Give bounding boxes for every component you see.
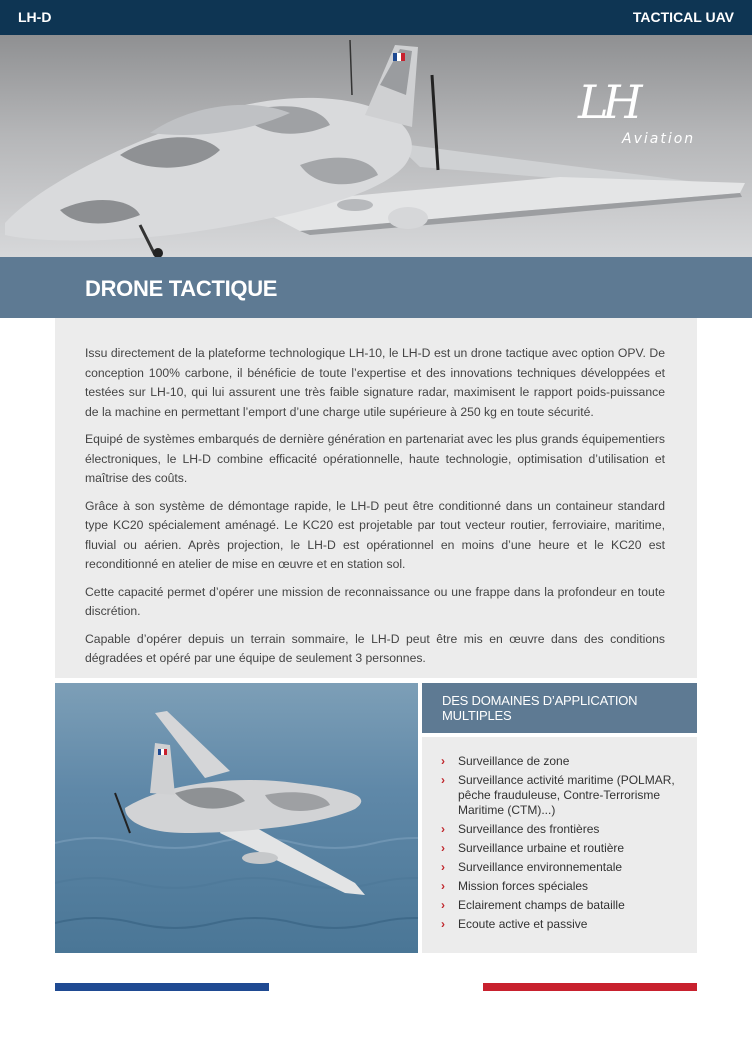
list-item-label: Mission forces spéciales	[458, 879, 589, 893]
list-item	[438, 822, 688, 837]
section-title: DRONE TACTIQUE	[85, 276, 278, 301]
list-item-label: Surveillance urbaine et routière	[458, 841, 625, 855]
list-item-label: Surveillance des frontières	[458, 822, 600, 836]
list-item	[438, 773, 688, 818]
drone-flight-illustration	[55, 683, 418, 953]
drone-over-sea-photo	[55, 683, 418, 953]
list-item	[438, 841, 688, 856]
top-header-bar	[0, 0, 752, 35]
flag-red-stripe	[483, 983, 697, 991]
list-item-label: Surveillance de zone	[458, 754, 570, 768]
list-item-label: Eclairement champs de bataille	[458, 898, 625, 912]
list-item	[438, 898, 688, 913]
list-item-label: Ecoute active et passive	[458, 917, 588, 931]
intro-paragraph: Issu directement de la plateforme technologique LH-10, le LH-D est un drone tactique avec option OPV. De conception 100% carbone, il bénéficie de toute l’expertise et des innovations techniques développées et testées sur LH-10, qui lui assurent une très faible signature radar, maximisent le rapport poids-puissance de la machine en permettant l’emport d’une charge utile supérieure à 250 kg en toute sécurité.	[85, 346, 665, 419]
flag-blue-stripe	[55, 983, 269, 991]
intro-panel	[55, 318, 697, 678]
chevron-right-icon: ›	[441, 841, 445, 855]
intro-paragraph: Equipé de systèmes embarqués de dernière génération en partenariat avec les plus grands équipementiers électroniques, le LH-D combine efficacité opérationnelle, haute technologie, optimisation d’utilisation et maîtrise des coûts.	[85, 432, 665, 485]
logo-mark: LH	[578, 75, 637, 129]
logo-text: Aviation	[622, 131, 696, 147]
lh-aviation-logo	[578, 75, 708, 155]
list-item	[438, 879, 688, 894]
chevron-right-icon: ›	[441, 773, 445, 787]
domains-header	[422, 683, 697, 733]
list-item	[438, 754, 688, 769]
domains-title: DES DOMAINES D’APPLICATION MULTIPLES	[442, 693, 638, 723]
chevron-right-icon: ›	[441, 898, 445, 912]
chevron-right-icon: ›	[441, 860, 445, 874]
intro-paragraph: Cette capacité permet d’opérer une mission de reconnaissance ou une frappe dans la profondeur en toute discrétion.	[85, 584, 665, 618]
chevron-right-icon: ›	[441, 879, 445, 893]
product-category: TACTICAL UAV	[632, 9, 734, 25]
list-item-label: Surveillance activité maritime (POLMAR, pêche frauduleuse, Contre-Terrorisme Maritime (CTM)...)	[458, 773, 675, 817]
product-code: LH-D	[18, 9, 52, 25]
intro-paragraph: Capable d’opérer depuis un terrain sommaire, le LH-D peut être mis en œuvre dans des conditions dégradées et opéré par une équipe de seulement 3 personnes.	[85, 631, 665, 665]
domains-list	[438, 754, 688, 936]
intro-paragraph: Grâce à son système de démontage rapide, le LH-D peut être conditionné dans un containeur standard type KC20 spécialement aménagé. Le KC20 est projetable par tout vecteur routier, ferroviaire, maritime, fluvial ou aérien. Après projection, le LH-D est opérationnel en moins d’une heure et le KC20 est reconditionné en atelier de mise en œuvre et en station sol.	[85, 498, 665, 571]
hero-drone-image	[0, 35, 752, 257]
list-item	[438, 860, 688, 875]
domains-panel	[422, 737, 697, 953]
chevron-right-icon: ›	[441, 754, 445, 768]
chevron-right-icon: ›	[441, 822, 445, 836]
list-item-label: Surveillance environnementale	[458, 860, 623, 874]
intro-text	[85, 344, 665, 677]
chevron-right-icon: ›	[441, 917, 445, 931]
list-item	[438, 917, 688, 932]
